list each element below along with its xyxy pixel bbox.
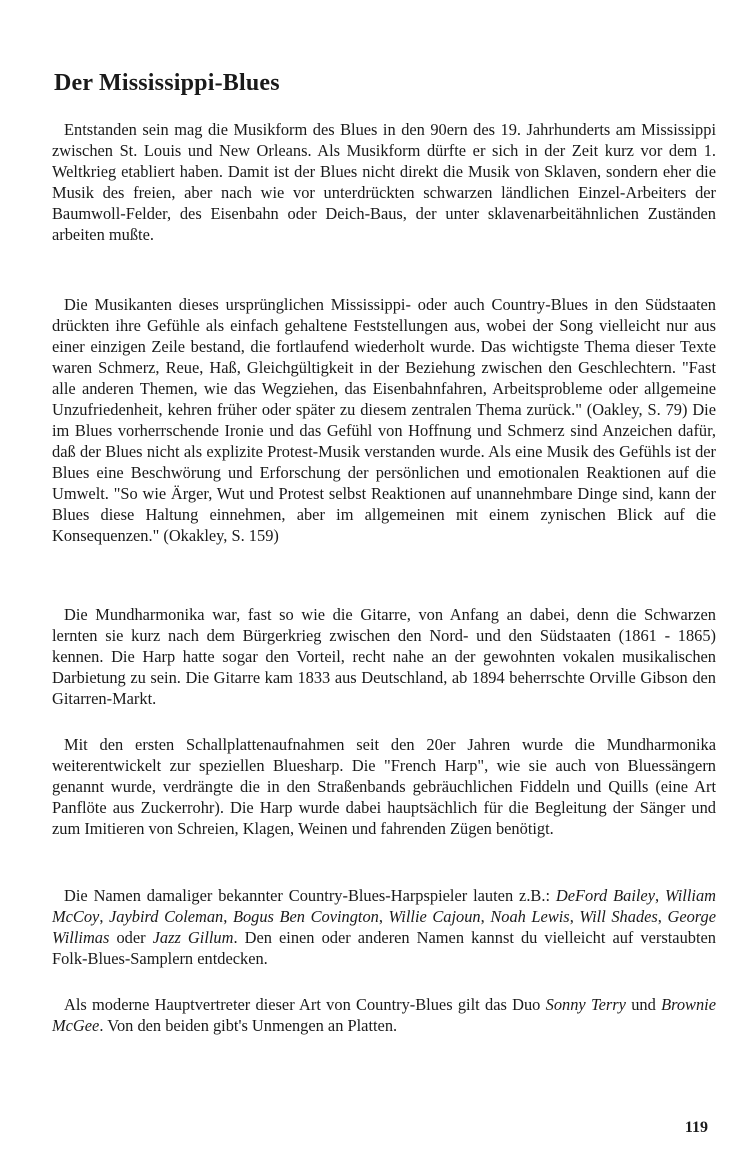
paragraph-origins xyxy=(52,119,716,245)
separator: , xyxy=(569,907,580,926)
artist-name: Brownie McGee xyxy=(52,995,716,1035)
conjunction: und xyxy=(625,995,662,1014)
player-name: Jaybird Coleman xyxy=(109,907,224,926)
player-name: DeFord Bailey xyxy=(555,886,655,905)
page-number: 119 xyxy=(684,1119,708,1136)
paragraph-text: Mit den ersten Schallplattenaufnahmen seit den 20er Jahren wurde die Mundharmonika weiterentwickelt zur speziellen Bluesharp. Die "French Harp", wie sie auch von Bluessängern genannt wurde, verdrängte die in den Straßenbands gebräuchlichen Fiddeln und Quills (eine Art Panflöte aus Zuckerrohr). Die Harp wurde dabei hauptsächlich für die Begleitung der Sänger und zum Imitieren von Schreien, Klagen, Weinen und fahrenden Zügen benötigt. xyxy=(52,735,716,838)
paragraph-text: Die Mundharmonika war, fast so wie die Gitarre, von Anfang an dabei, denn die Schwarzen lernten sie kurz nach dem Bürgerkrieg zwischen den Nord- und den Südstaaten (1861 - 1865) kennen. Die Harp hatte sogar den Vorteil, recht nahe an der gewohnten vokalen musikalischen Darbietung zu sein. Die Gitarre kam 1833 aus Deutschland, ab 1894 beherrschte Orville Gibson den Gitarren-Markt. xyxy=(52,605,716,708)
separator: , xyxy=(657,907,668,926)
paragraph-intro: Die Namen damaliger bekannter Country-Blues-Harpspieler lauten z.B.: xyxy=(64,886,556,905)
chapter-title: Der Mississippi-Blues xyxy=(54,70,280,96)
separator: , xyxy=(99,907,110,926)
separator: , xyxy=(480,907,491,926)
paragraph-text: Entstanden sein mag die Musikform des Blues in den 90ern des 19. Jahrhunderts am Mississippi zwischen St. Louis und New Orleans. Als Musikform dürfte er sich in der Zeit kurz vor dem 1. Weltkrieg etabliert haben. Damit ist der Blues nicht direkt die Musik von Sklaven, sondern eher die Musik des freien, aber nach wie vor unterdrückten schwarzen ländlichen Einzel-Arbeiters der Baumwoll-Felder, des Eisenbahn oder Deich-Baus, der unter sklavenarbeitähnlichen Zuständen arbeiten mußte. xyxy=(52,120,716,244)
paragraph-bluesharp xyxy=(52,734,716,839)
paragraph-outro: . Den einen oder anderen Namen kannst du vielleicht auf verstaubten Folk-Blues-Samplern entdecken. xyxy=(52,928,716,968)
paragraph-modern xyxy=(52,994,716,1036)
player-name: Bogus Ben Covington xyxy=(232,907,379,926)
player-name: Will Shades xyxy=(579,907,658,926)
paragraph-intro: Als moderne Hauptvertreter dieser Art von Country-Blues gilt das Duo xyxy=(64,995,546,1014)
conjunction: oder xyxy=(109,928,153,947)
paragraph-harmonica xyxy=(52,604,716,709)
player-name: William McCoy xyxy=(52,886,716,926)
player-name: George Willimas xyxy=(52,907,717,947)
player-name: Noah Lewis xyxy=(490,907,570,926)
separator: , xyxy=(378,907,389,926)
player-name: Jazz Gillum xyxy=(152,928,234,947)
separator: , xyxy=(223,907,233,926)
paragraph-themes xyxy=(52,294,716,546)
player-name: Willie Cajoun xyxy=(388,907,481,926)
separator: , xyxy=(654,886,665,905)
paragraph-text: Die Musikanten dieses ursprünglichen Mississippi- oder auch Country-Blues in den Südstaaten drückten ihre Gefühle als einfach gehaltene Feststellungen aus, wobei der Song vielleicht nur aus einer einzigen Zeile bestand, die fortlaufend wiederholt wurde. Das wichtigste Thema dieser Texte waren Schmerz, Reue, Haß, Gleichgültigkeit in der Beziehung zwischen den Geschlechtern. "Fast alle anderen Themen, wie das Wegziehen, das Eisenbahnfahren, Arbeitsprobleme oder allgemeine Unzufriedenheit, kehren früher oder später zu diesem zentralen Thema zurück." (Oakley, S. 79) Die im Blues vorherrschende Ironie und das Gefühl von Hoffnung und Schmerz sind Anzeichen dafür, daß der Blues nicht als explizite Protest-Musik verstanden wurde. Als eine Musik des Gefühls ist der Blues eine Beschwörung und Erforschung der persönlichen und emotionalen Reaktionen auf die Umwelt. "So wie Ärger, Wut und Protest selbst Reaktionen auf unannehmbare Dinge sind, kann der Blues diese Haltung einnehmen, aber im allgemeinen mit einem zynischen Blick auf die Konsequenzen." (Okakley, S. 159) xyxy=(52,295,716,545)
paragraph-outro: . Von den beiden gibt's Unmengen an Platten. xyxy=(99,1016,398,1035)
paragraph-players xyxy=(52,885,716,969)
artist-name: Sonny Terry xyxy=(545,995,626,1014)
